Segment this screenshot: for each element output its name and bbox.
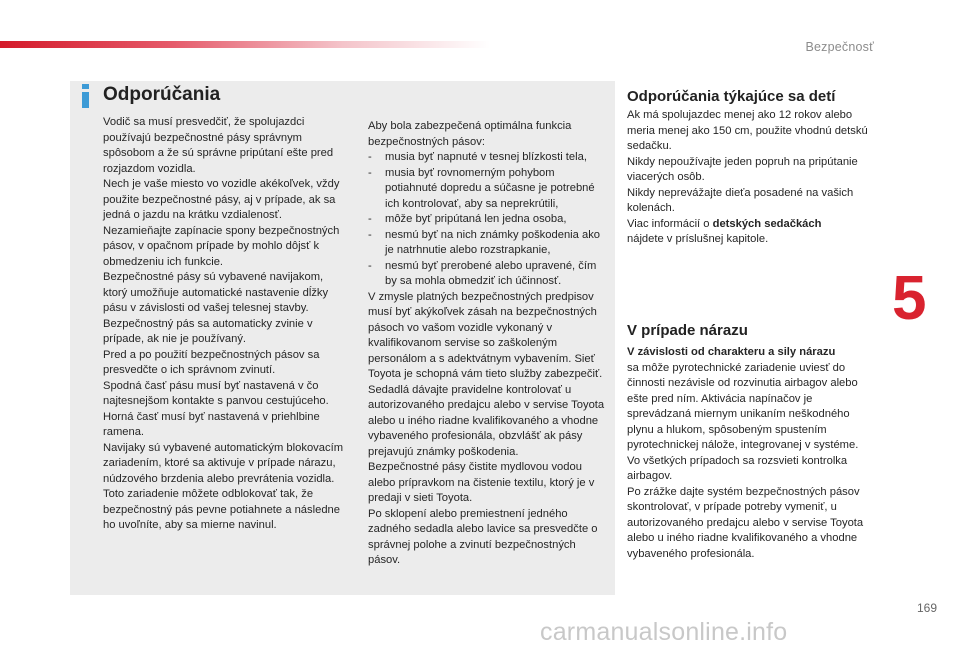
info-icon	[76, 84, 95, 108]
paragraph: Po sklopení alebo premiestnení jedného zadného sedadla alebo lavice sa presvedčte o správnej polohe a zvinutí bezpečnostných pásov.	[368, 507, 598, 566]
page-number: 169	[916, 601, 937, 615]
paragraph: Sedadlá dávajte pravidelne kontrolovať u autorizovaného predajcu alebo v servise Toyota alebo u iného riadne kvalifikovaného a vhodne vybaveného profesionála, obzvlášť ak pásy prejavujú známky poškodenia.	[368, 383, 605, 458]
header-accent-bar	[0, 41, 490, 48]
paragraph: Spodná časť pásu musí byť nastavená v čo najtesnejšom kontakte s panvou cestujúceho.	[103, 379, 329, 407]
paragraph: Ak má spolujazdec menej ako 12 rokov alebo meria menej ako 150 cm, použite vhodnú detskú sedačku.	[627, 109, 868, 152]
paragraph: Vodič sa musí presvedčiť, že spolujazdci používajú bezpečnostné pásy správnym spôsobom a že sú správne pripútaní ešte pred rozjazdom vozidla.	[103, 116, 334, 175]
paragraph: Po zrážke dajte systém bezpečnostných pásov skontrolovať, v prípade potreby vymeniť, u autorizovaného predajcu alebo v servise Toyota alebo u iného riadne kvalifikovaného a vhodne vybaveného profesionála.	[627, 485, 864, 560]
crash-title: V prípade nárazu	[627, 322, 748, 339]
list-item: - môže byť pripútaná len jedna osoba,	[368, 213, 567, 225]
recommendations-title: Odporúčania	[103, 84, 221, 105]
paragraph: Vo všetkých prípadoch sa rozsvieti kontrolka airbagov.	[627, 454, 848, 482]
section-name: Bezpečnosť	[805, 40, 874, 54]
list-item: - nesmú byť prerobené alebo upravené, čím by sa mohla obmedziť ich účinnosť.	[368, 259, 597, 287]
children-section	[627, 108, 875, 248]
paragraph: Viac informácií o detských sedačkách nájdete v príslušnej kapitole.	[627, 217, 822, 245]
paragraph: V zmysle platných bezpečnostných predpisov musí byť akýkoľvek zásah na bezpečnostných pásoch vo vašom vozidle vykonaný v kvalifikovanom servise so zaškoleným personálom a s adektvátnym vybavením. Sieť Toyota je schopná vám tieto služby zabezpečiť.	[368, 290, 603, 380]
chapter-number: 5	[892, 264, 927, 333]
paragraph: Nezamieňajte zapínacie spony bezpečnostných pásov, v opačnom prípade by mohlo dôjsť k obmedzeniu ich funkcie.	[103, 224, 340, 268]
list-item: - musia byť rovnomerným pohybom potiahnuté dopredu a súčasne je potrebné ich kontrolovať, aby sa neprekrútili,	[368, 166, 595, 210]
paragraph: Nikdy neprevážajte dieťa posadené na vašich kolenách.	[627, 186, 854, 214]
paragraph: Bezpečnostné pásy sú vybavené navijakom, ktorý umožňuje automatické nastavenie dĺžky pásu v závislosti od vašej telesnej stavby. Bezpečnostný pás sa automaticky zvinie v prípade, ak nie je používaný.	[103, 271, 329, 345]
paragraph: Navijaky sú vybavené automatickým blokovacím zariadením, ktoré sa aktivuje v prípade nárazu, núdzového brzdenia alebo prevrátenia vozidla. Toto zariadenie môžete odblokovať tak, že bezpečnostný pás pevne potiahnete a následne ho uvoľníte, aby sa mierne navinul.	[103, 441, 344, 531]
paragraph: Pred a po použití bezpečnostných pásov sa presvedčte o ich správnom zvinutí.	[103, 348, 320, 376]
paragraph: Nikdy nepoužívajte jeden popruh na pripútanie viacerých osôb.	[627, 155, 858, 183]
paragraph: Nech je vaše miesto vo vozidle akékoľvek, vždy použite bezpečnostné pásy, aj v prípade, ak sa jedná o jazdu na krátku vzdialenosť.	[103, 178, 340, 221]
paragraph: Horná časť musí byť nastavená v priehlbine ramena.	[103, 410, 320, 438]
recommendations-column-1	[103, 115, 343, 534]
paragraph: Bezpečnostné pásy čistite mydlovou vodou alebo prípravkom na čistenie textilu, ktorý je v predaji v sieti Toyota.	[368, 461, 595, 504]
crash-section	[627, 345, 875, 562]
list-item: - musia byť napnuté v tesnej blízkosti tela,	[368, 151, 587, 163]
children-title: Odporúčania týkajúce sa detí	[627, 88, 836, 105]
child-seats-reference: detských sedačkách	[712, 217, 822, 230]
paragraph: Aby bola zabezpečená optimálna funkcia bezpečnostných pásov:	[368, 120, 572, 148]
recommendations-column-2	[368, 119, 608, 569]
watermark: carmanualsonline.info	[540, 618, 788, 646]
list-item: - nesmú byť na nich známky poškodenia ako je natrhnutie alebo rozstrapkanie,	[368, 228, 601, 256]
paragraph: V závislosti od charakteru a sily nárazu sa môže pyrotechnické zariadenie uviesť do činnosti nezávisle od rozvinutia airbagov alebo ešte pred ním. Aktivácia napínačov je sprevádzaná miernym unikaním neškodného plynu a hlukom, spôsobeným spustením pyrotechnickej nálože, integrovanej v systéme.	[627, 346, 859, 451]
